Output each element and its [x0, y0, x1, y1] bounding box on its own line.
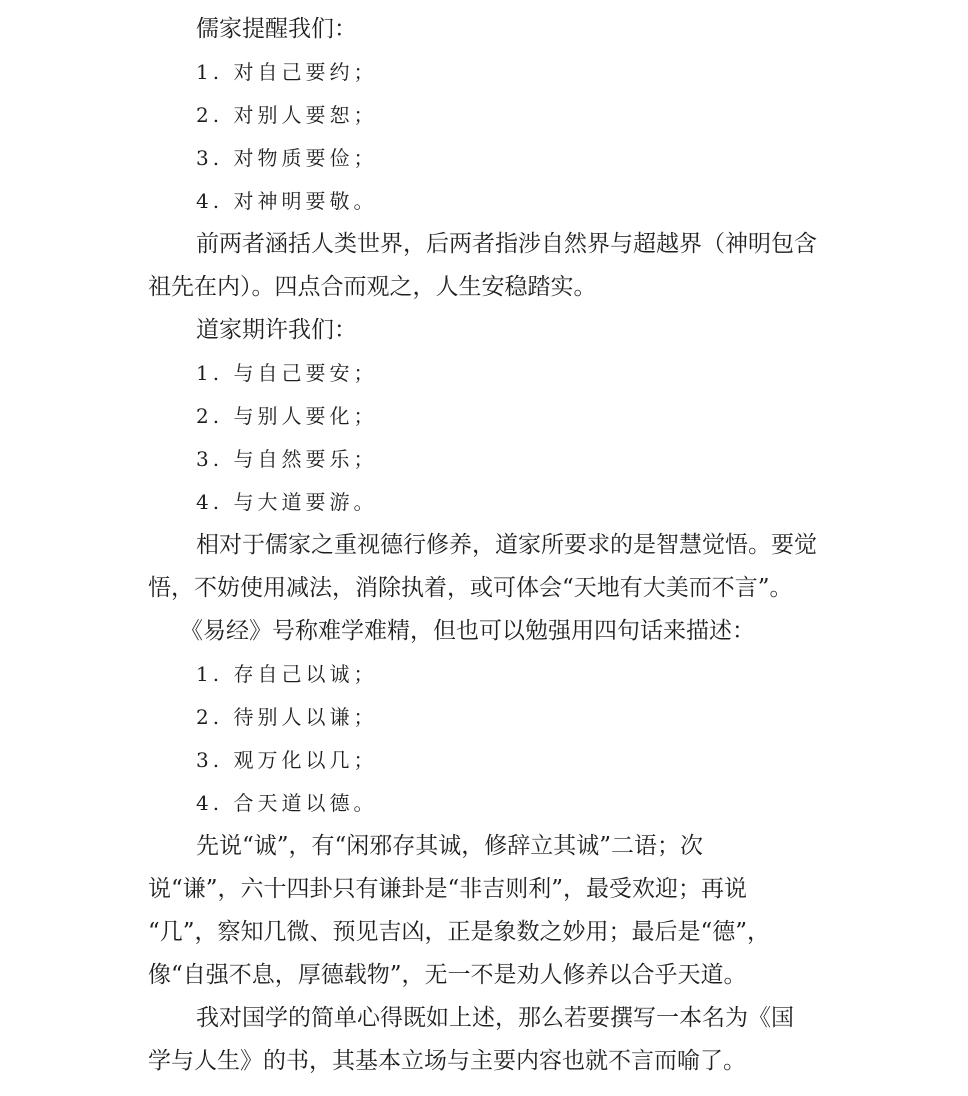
list-item: 2. 待别人以谦； [196, 705, 378, 729]
paragraph-line: 像“自强不息，厚德载物”，无一不是劝人修养以合乎天道。 [148, 962, 747, 988]
list-item: 4. 对神明要敬。 [196, 189, 378, 213]
list-item: 1. 对自己要约； [196, 60, 378, 84]
list-item: 4. 合天道以德。 [196, 791, 378, 815]
paragraph-line: 相对于儒家之重视德行修养，道家所要求的是智慧觉悟。要觉 [196, 532, 817, 558]
confucian-intro: 儒家提醒我们： [196, 16, 357, 42]
list-item: 2. 与别人要化； [196, 404, 378, 428]
list-item: 4. 与大道要游。 [196, 490, 378, 514]
list-item: 2. 对别人要恕； [196, 103, 378, 127]
paragraph-line: 先说“诚”，有“闲邪存其诚，修辞立其诚”二语；次 [196, 833, 704, 859]
paragraph-line: 祖先在内）。四点合而观之，人生安稳踏实。 [148, 274, 597, 300]
list-item: 3. 与自然要乐； [196, 447, 378, 471]
document-body [148, 8, 858, 1083]
paragraph-line: 悟，不妨使用减法，消除执着，或可体会“天地有大美而不言”。 [148, 575, 793, 601]
list-item: 1. 与自己要安； [196, 361, 378, 385]
list-item: 1. 存自己以诚； [196, 662, 378, 686]
list-item: 3. 观万化以几； [196, 748, 378, 772]
paragraph-line: 说“谦”，六十四卦只有谦卦是“非吉则利”，最受欢迎；再说 [148, 876, 748, 902]
daoist-intro: 道家期许我们： [196, 317, 357, 343]
paragraph-line: 前两者涵括人类世界，后两者指涉自然界与超越界（神明包含 [196, 231, 817, 257]
paragraph-line: 我对国学的简单心得既如上述，那么若要撰写一本名为《国 [196, 1005, 794, 1031]
list-item: 3. 对物质要俭； [196, 146, 378, 170]
paragraph-line: 学与人生》的书，其基本立场与主要内容也就不言而喻了。 [148, 1048, 746, 1074]
yijing-intro: 《易经》号称难学难精，但也可以勉强用四句话来描述： [180, 618, 755, 644]
paragraph-line: “几”，察知几微、预见吉凶，正是象数之妙用；最后是“德”， [148, 919, 771, 945]
